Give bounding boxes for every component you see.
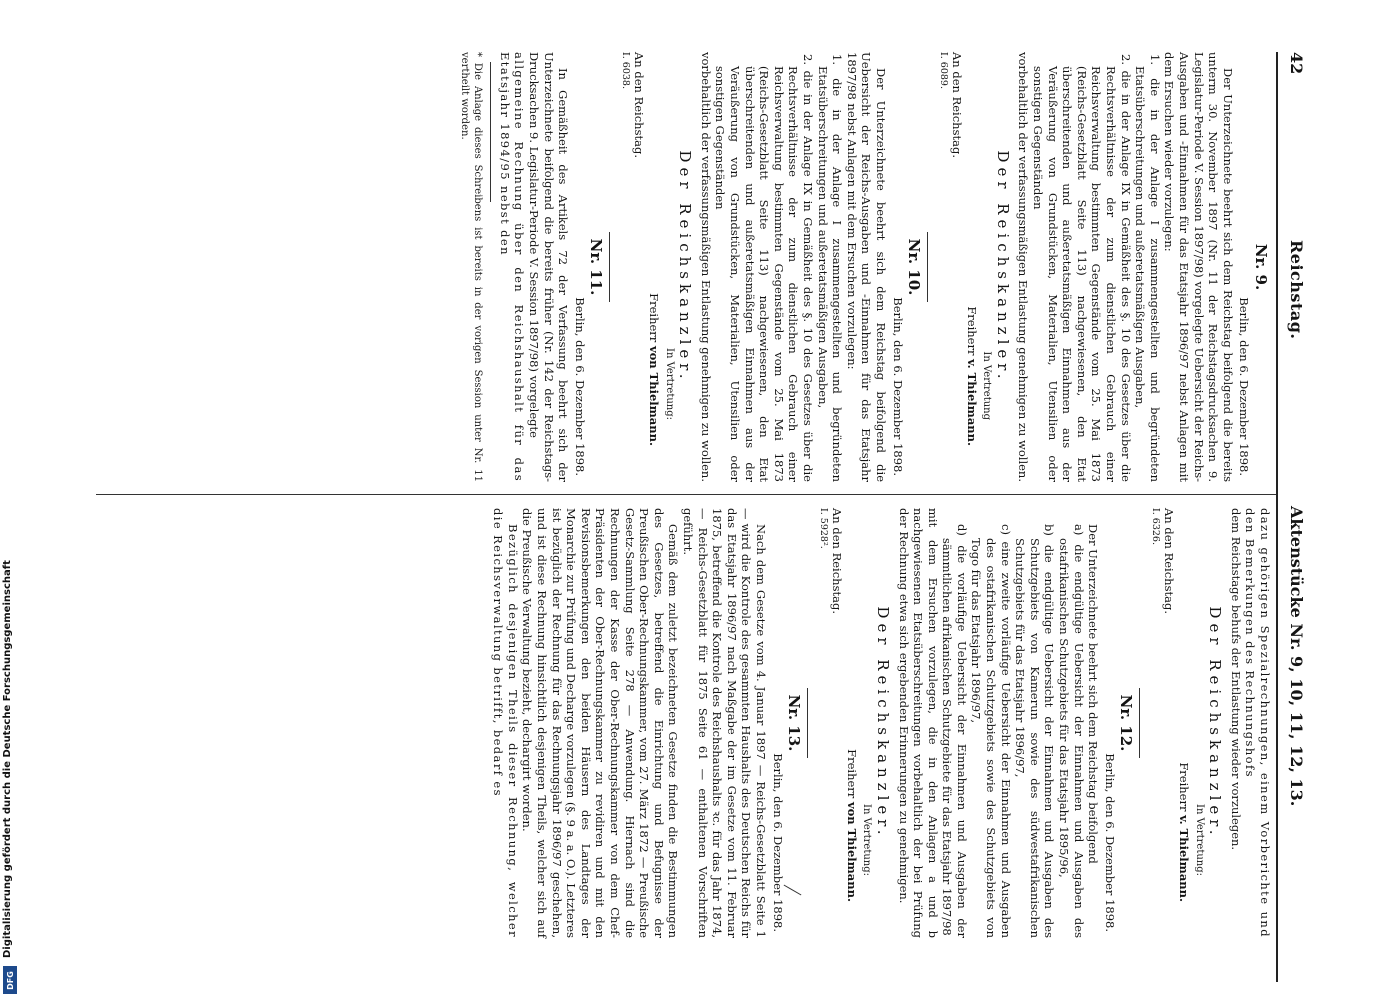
running-header xyxy=(1278,0,1308,1000)
list-item: 2. die in der Anlage IX in Gemäßheit des §. 10 des Gesetzes über die Rechtsverhältnisse der zum dienstlichen Gebrauch einer Reichsverwaltung bestimmten Gegenstände vom 25. Mai 1873 (Reichs-Gesetzblatt Seite 113) nachgewiesenen, den Etat überschreitenden und außeretatsmäßigen Einnahmen aus der Veräußerung von Grundstücken, Materialien, Utensilien oder sonstigen Gegenständen xyxy=(1031,54,1133,482)
section-title-nr10: Nr. 10. xyxy=(905,238,924,296)
signatory xyxy=(646,52,661,446)
signature-title: Der Reichskanzler. xyxy=(873,606,892,840)
scanned-page xyxy=(86,0,1316,1000)
closing-text: vorbehaltlich der verfassungsmäßigen Entlastung genehmigen zu wollen. xyxy=(698,52,713,482)
address-block xyxy=(814,508,844,938)
signer-name: von Thielmann. xyxy=(647,345,662,446)
signature-title: Der Reichskanzler. xyxy=(1206,606,1225,840)
page-content xyxy=(86,0,1316,1000)
dateline: Berlin, den 6. Dezember 1898. xyxy=(572,297,587,476)
signer-name: von Thielmann. xyxy=(844,801,859,902)
left-column xyxy=(458,52,1272,482)
file-reference: I. 6089. xyxy=(938,52,950,89)
page-number: 42 xyxy=(1287,52,1306,75)
header-title: Reichstag. xyxy=(1287,240,1306,340)
divider xyxy=(609,232,610,302)
list-item: b) die endgültige Uebersicht der Einnahmen und Ausgaben des Schutzgebiets von Kamerun sowie des südwestafrikanischen Schutzgebiets für das Etatsjahr 1896/97, xyxy=(1013,524,1057,938)
signer-prefix: Freiherr xyxy=(1177,762,1192,812)
dateline: Berlin, den 6. Dezember 1898. xyxy=(890,297,905,476)
deputy-note: In Vertretung: xyxy=(861,804,873,876)
dateline: Berlin, den 6. Dezember 1898. xyxy=(1237,297,1252,476)
dfg-logo-text: DFG xyxy=(5,970,15,990)
addressee: An den Reichstag. xyxy=(632,52,647,158)
file-reference: I. 6038. xyxy=(620,52,632,89)
section-title-nr9: Nr. 9. xyxy=(1252,243,1270,291)
list-item: 1. die in der Anlage I zusammengestellten und begründeten Etatsüberschreitungen und außeretatsmäßigen Ausgaben, xyxy=(1133,54,1162,482)
paragraph: Gemäß dem zuletzt bezeichneten Gesetze finden die Bestimmungen des Gesetzes, betreffend die Einrichtung und Befugnisse der Preußischen Ober-Rechnungskammer, vom 27. März 1872 — Preußische Gesetz-Sammlung Seite 278 — Anwendung. Hiernach sind die Rechnungen der Kasse der Ober-Rechnungskammer von dem Chef-Präsidenten der Ober-Rechnungskammer zu revidiren und mit den Revisionsbemerkungen den beiden Häusern des Landtages der Monarchie zur Prüfung und Decharge vorzulegen (§. 9 a. a. O.). Letzteres ist bezüglich der Rechnung für das Rechnungsjahr 1896/97 geschehen, und ist diese Rechnung hinsichtlich desjenigen Theils, welcher sich auf die Preußische Verwaltung bezieht, dechargirt worden. xyxy=(520,508,681,938)
signature-title: Der Reichskanzler. xyxy=(676,150,695,384)
file-reference: I. 5928². xyxy=(818,508,830,549)
signatory xyxy=(1176,508,1191,902)
paragraph: In Gemäßheit des Artikels 72 der Verfassung beehrt sich der Unterzeichnete beifolgend die bereits früher (Nr. 142 der Reichstags-Drucksachen 9. Legislatur-Periode V. Session 1897/98) vorgelegte xyxy=(527,52,571,482)
divider xyxy=(807,688,808,758)
list-item: d) die vorläufige Uebersicht der Einnahmen und Ausgaben der sämmtlichen afrikanischen Schutzgebiete für das Etatsjahr 1897/98 xyxy=(940,524,969,938)
addressee: An den Reichstag. xyxy=(830,508,845,614)
signer-prefix: Freiherr xyxy=(964,306,979,356)
dateline: Berlin, den 6. Dezember 1898. xyxy=(770,753,785,932)
divider xyxy=(927,232,928,302)
closing-text: mit dem Ersuchen vorzulegen, die in den Anlagen a und b nachgewiesenen Etatsüberschreitungen vorbehaltlich der bei Prüfung der Rechnung etwa sich ergebenden Erinnerungen zu genehmigen. xyxy=(896,508,940,938)
section-title-nr13: Nr. 13. xyxy=(785,694,804,752)
section-title-nr12: Nr. 12. xyxy=(1117,694,1136,752)
signatory xyxy=(964,52,979,446)
column-rule xyxy=(96,494,1276,495)
addressee: An den Reichstag. xyxy=(950,52,965,158)
list-item: 2. die in der Anlage IX in Gemäßheit des §. 10 des Gesetzes über die Rechtsverhältnisse der zum dienstlichen Gebrauch einer Reichsverwaltung bestimmten Gegenstände vom 25. Mai 1873 (Reichs-Gesetzblatt Seite 113) nachgewiesenen, den Etat überschreitenden und außeretatsmäßigen Einnahmen aus der Veräußerung von Grundstücken, Materialien, Utensilien oder sonstigen Gegenständen xyxy=(713,54,815,482)
paragraph: Der Unterzeichnete beehrt sich dem Reichstag beifolgend xyxy=(1086,524,1101,864)
deputy-note: In Vertretung: xyxy=(1193,804,1205,876)
list-item: c) eine zweite vorläufige Uebersicht der Einnahmen und Ausgaben des ostafrikanischen Schutzgebiets sowie des Schutzgebiets von Togo für das Etatsjahr 1896/97, xyxy=(969,524,1013,938)
paragraph: Bezüglich desjenigen Theils dieser Rechnung, welcher die Reichsverwaltung betrifft, bedarf es xyxy=(491,508,520,938)
addressee: An den Reichstag. xyxy=(1162,508,1177,614)
paragraph: Der Unterzeichnete beehrt sich dem Reichstag beifolgend die Uebersicht der Reichs-Ausgaben und -Einnahmen für das Etatsjahr 1897/98 nebst Anlagen mit dem Ersuchen vorzulegen: xyxy=(844,52,888,482)
header-rule xyxy=(1276,52,1278,982)
section-title-nr11: Nr. 11. xyxy=(587,238,606,296)
paragraph: Nach dem Gesetze vom 4. Januar 1897 — Reichs-Gesetzblatt Seite 1 — wird die Kontrole des gesammten Haushalts des Deutschen Reichs für das Etatsjahr 1896/97 nach Maßgabe der im Gesetze vom 11. Februar 1875, betreffend die Kontrole des Reichshaushalts ꝛc. für das Jahr 1874, — Reichs-Gesetzblatt für 1875 Seite 61 — enthaltenen Vorschriften geführt. xyxy=(681,508,768,938)
address-block xyxy=(934,52,964,482)
list-item: a) die endgültige Uebersicht der Einnahmen und Ausgaben des ostafrikanischen Schutzgebiets für das Etatsjahr 1895/96, xyxy=(1057,524,1086,938)
deputy-note: In Vertretung xyxy=(981,351,993,420)
paragraph: Der Unterzeichnete beehrt sich dem Reichstag beifolgend die bereits unterm 30. November 1897 (Nr. 11 der Reichstagsdrucksachen 9. Legislatur-Periode V. Session 1897/98) vorgelegte Uebersicht der Reichs-Ausgaben und -Einnahmen für das Etatsjahr 1896/97 nebst Anlagen mit dem Ersuchen wieder vorzulegen: xyxy=(1162,52,1235,482)
signature-title: Der Reichskanzler. xyxy=(993,150,1012,384)
footnote: * Die Anlage dieses Schreibens ist bereits in der vorigen Session unter Nr. 11 vertheilt worden. xyxy=(459,52,484,482)
signer-name: v. Thielmann. xyxy=(1177,815,1192,902)
divider xyxy=(1139,688,1140,758)
signer-prefix: Freiherr xyxy=(647,293,662,343)
signer-name: v. Thielmann. xyxy=(964,359,979,446)
address-block xyxy=(616,52,646,482)
spaced-text: dazu gehörigen Spezialrechnungen, einem Vorberichte und den Bemerkungen des Rechnungshofs xyxy=(1243,508,1272,938)
digitization-attribution: Digitalisierung gefördert durch die Deutsche Forschungsgemeinschaft xyxy=(2,560,13,958)
address-block xyxy=(1146,508,1176,938)
file-reference: I. 6326. xyxy=(1150,508,1162,545)
right-column xyxy=(491,508,1272,938)
signer-prefix: Freiherr xyxy=(844,749,859,799)
deputy-note: In Vertretung: xyxy=(663,348,675,420)
continuation-text: dem Reichstage behufs der Entlastung wieder vorzulegen. xyxy=(1228,508,1243,851)
signatory xyxy=(844,508,859,902)
list-item: 1. die in der Anlage I zusammengestellten und begründeten Etatsüberschreitungen und außeretatsmäßigen Ausgaben, xyxy=(815,54,845,482)
dateline: Berlin, den 6. Dezember 1898. xyxy=(1102,753,1117,932)
dfg-logo xyxy=(3,966,17,994)
header-document-numbers: Aktenstücke Nr. 9, 10, 11, 12, 13. xyxy=(1287,506,1306,807)
footnote-rule xyxy=(490,62,491,202)
closing-text: vorbehaltlich der verfassungsmäßigen Entlastung genehmigen zu wollen. xyxy=(1016,52,1031,482)
spaced-text: allgemeine Rechnung über den Reichshaushalt für das Etatsjahr 1894/95 nebst den xyxy=(497,52,527,482)
